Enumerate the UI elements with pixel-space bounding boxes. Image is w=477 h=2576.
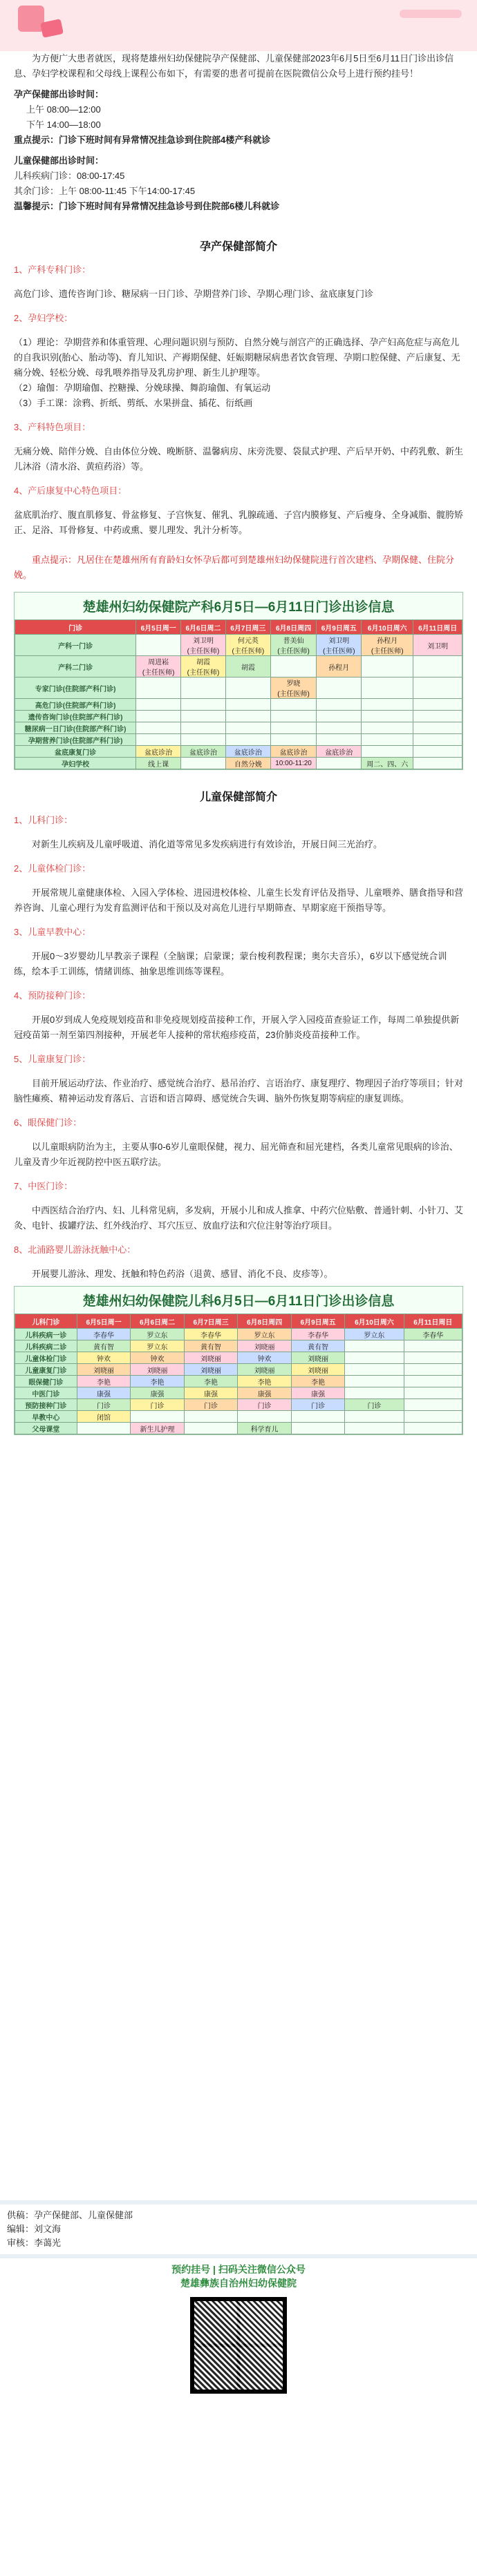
table-cell: [413, 722, 462, 734]
child-item-head: 6、眼保健门诊：: [14, 1117, 82, 1128]
table-cell: [317, 699, 362, 711]
table-cell: 孙程月 (主任医师): [362, 635, 413, 656]
table-cell: [136, 722, 181, 734]
table-cell: [362, 734, 413, 746]
table-cell: 自然分娩: [225, 758, 270, 769]
table-header-cell: 儿科门诊: [15, 1314, 77, 1329]
table-cell: [136, 635, 181, 656]
table-cell: [413, 746, 462, 758]
table-cell: 周进崧 (主任医师): [136, 656, 181, 677]
table-cell: 刘晓丽: [184, 1364, 238, 1376]
table-cell: [181, 711, 226, 722]
table-row: [15, 677, 462, 699]
row-label: 儿童体检门诊: [15, 1352, 77, 1364]
pregnancy-item-head: 2、孕妇学校：: [14, 313, 73, 323]
table-header-cell: 6月8日周四: [238, 1314, 292, 1329]
child-item-head: 5、儿童康复门诊：: [14, 1054, 91, 1064]
table-cell: 黄有智: [184, 1340, 238, 1352]
table-cell: [136, 711, 181, 722]
table-cell: [362, 722, 413, 734]
table-row: [15, 722, 462, 734]
table-cell: 科学育儿: [238, 1423, 292, 1434]
table-cell: [362, 699, 413, 711]
table-cell: [345, 1376, 404, 1387]
table-cell: 李艳: [77, 1376, 131, 1387]
table-cell: 门诊: [238, 1399, 292, 1411]
table-cell: [317, 734, 362, 746]
table-header-cell: 6月6日周二: [181, 620, 226, 635]
pregnancy-item-head: 3、产科特色项目：: [14, 422, 91, 432]
table-cell: 康强: [238, 1387, 292, 1399]
row-label: 孕期营养门诊(住院部产科门诊): [15, 734, 136, 746]
pregnancy-item-body: 高危门诊、遗传咨询门诊、糖尿病一日门诊、孕期营养门诊、孕期心理门诊、盆底康复门诊: [14, 289, 374, 299]
table-cell: [238, 1411, 292, 1423]
table-cell: 罗立东: [345, 1329, 404, 1340]
table-header-cell: 6月11日周日: [404, 1314, 462, 1329]
row-label: 儿科疾病一诊: [15, 1329, 77, 1340]
table-cell: 钟欢: [77, 1352, 131, 1364]
child-item-body: 开展0岁到成人免疫规划疫苗和非免疫规划疫苗接种工作，开展入学入园疫苗查验证工作，每周二单独提供新冠疫苗第一剂至第四剂接种，开展老年人接种的常状疱疹疫苗，23价肺炎疫苗接种工作。: [14, 1015, 460, 1040]
table-cell: [225, 711, 270, 722]
table-cell: [136, 734, 181, 746]
table-row: [15, 1411, 462, 1423]
child-item-head: 3、儿童早教中心：: [14, 927, 91, 937]
table-cell: 盆底诊治: [317, 746, 362, 758]
pregnancy-hours-notice: 重点提示：门诊下班时间有异常情况挂急诊到住院部4楼产科就诊: [14, 135, 271, 145]
table-cell: [404, 1340, 462, 1352]
appointment-link[interactable]: 预约挂号 | 扫码关注微信公众号: [171, 2264, 306, 2275]
table-cell: 康强: [291, 1387, 345, 1399]
footer-line-source: 供稿：孕产保健部、儿童保健部: [7, 2210, 133, 2220]
child-item-body: 开展婴儿游泳、理发、抚触和特色药浴（退黄、感冒、消化不良、皮疹等）。: [32, 1269, 333, 1279]
pregnancy-item-body: （1）理论：孕期营养和体重管理、心理问题识别与预防、自然分娩与剖宫产的正确选择、孕产妇高危症与高危儿的自我识别(胎心、胎动等)、育儿知识、产褥期保健、妊娠期糖尿病患者饮食管理、孕期口腔保健、产后康复、无痛分娩、轻松分娩、母乳喂养指导及乳房护理、新生儿护理等。 （2）瑜伽：孕期瑜伽、控糖操、分娩球操、舞韵瑜伽、有氧运动 （3）手工课：涂鸦、折纸、剪纸、水果拼盘、插花、衍纸画: [14, 337, 460, 408]
table-cell: [184, 1423, 238, 1434]
row-label: 糖尿病一日门诊(住院部产科门诊): [15, 722, 136, 734]
decoration-stamp-icon: [18, 6, 44, 32]
table-cell: 刘卫明: [413, 635, 462, 656]
footer: [0, 2196, 477, 2394]
table-cell: [413, 734, 462, 746]
row-label: 高危门诊(住院部产科门诊): [15, 699, 136, 711]
table-cell: 钟欢: [238, 1352, 292, 1364]
table-cell: 门诊: [184, 1399, 238, 1411]
row-label: 专家门诊(住院部产科门诊): [15, 677, 136, 699]
table-cell: [362, 677, 413, 699]
table-cell: [291, 1411, 345, 1423]
pregnancy-hours-morning: 上午 08:00—12:00: [26, 104, 101, 115]
table-cell: [270, 734, 317, 746]
table-cell: [77, 1423, 131, 1434]
child-schedule-grid: [15, 1314, 462, 1434]
table-cell: [181, 722, 226, 734]
table-cell: 李春华: [404, 1329, 462, 1340]
table-cell: [404, 1387, 462, 1399]
table-row: [15, 635, 462, 656]
intro-paragraph: 为方便广大患者就医，现将楚雄州妇幼保健院孕产保健部、儿童保健部2023年6月5日至6月11日门诊出诊信息、孕妇学校课程和父母线上课程公布如下，有需要的患者可提前在医院微信公众号上进行预约挂号！: [14, 53, 454, 79]
table-cell: 胡霞 (主任医师): [181, 656, 226, 677]
child-section-title: 儿童保健部简介: [199, 791, 277, 803]
table-header-row: [15, 1314, 462, 1329]
child-item-head: 8、北浦路婴儿游泳抚触中心：: [14, 1244, 136, 1255]
table-cell: 盆底诊治: [270, 746, 317, 758]
table-cell: 线上课: [136, 758, 181, 769]
table-cell: [404, 1376, 462, 1387]
row-label: 产科一门诊: [15, 635, 136, 656]
table-cell: [181, 734, 226, 746]
table-cell: [404, 1352, 462, 1364]
table-cell: [345, 1352, 404, 1364]
table-row: [15, 746, 462, 758]
table-row: [15, 1364, 462, 1376]
table-cell: 黄有智: [291, 1340, 345, 1352]
table-cell: [413, 699, 462, 711]
table-cell: [317, 722, 362, 734]
table-row: [15, 1423, 462, 1434]
pregnancy-items: [14, 262, 463, 538]
child-item-body: 对新生儿疾病及儿童呼吸道、消化道等常见多发疾病进行有效诊治，开展日间三光治疗。: [32, 839, 383, 849]
table-cell: 闭馆: [77, 1411, 131, 1423]
table-row: [15, 734, 462, 746]
child-item-head: 2、儿童体检门诊：: [14, 863, 91, 874]
pregnancy-item-head: 4、产后康复中心特色项目：: [14, 486, 127, 496]
table-cell: 李春华: [291, 1329, 345, 1340]
pregnancy-schedule-grid: [15, 619, 462, 769]
child-item-head: 4、预防接种门诊：: [14, 990, 91, 1001]
table-cell: 李艳: [131, 1376, 185, 1387]
table-cell: [181, 758, 226, 769]
table-cell: 康强: [131, 1387, 185, 1399]
table-row: [15, 1387, 462, 1399]
table-cell: 李艳: [238, 1376, 292, 1387]
row-label: 眼保健门诊: [15, 1376, 77, 1387]
table-cell: [362, 746, 413, 758]
table-header-cell: 6月10日周六: [345, 1314, 404, 1329]
table-cell: [136, 677, 181, 699]
table-cell: [345, 1340, 404, 1352]
child-hours-line2: 其余门诊：上午 08:00-11:45 下午14:00-17:45: [14, 186, 196, 196]
table-cell: [404, 1423, 462, 1434]
table-cell: 罗立东: [238, 1329, 292, 1340]
table-cell: 李艳: [184, 1376, 238, 1387]
table-row: [15, 1352, 462, 1364]
child-table-title: 楚雄州妇幼保健院儿科6月5日—6月11日门诊出诊信息: [82, 1294, 395, 1309]
table-cell: [270, 656, 317, 677]
row-label: 盆底康复门诊: [15, 746, 136, 758]
table-cell: [270, 711, 317, 722]
child-hours-line1: 儿科疾病门诊：08:00-17:45: [14, 171, 125, 181]
table-row: [15, 1340, 462, 1352]
table-cell: 普美仙 (主任医师): [270, 635, 317, 656]
row-label: 儿童康复门诊: [15, 1364, 77, 1376]
pregnancy-notice: 重点提示：凡居住在楚雄州所有育龄妇女怀孕后都可到楚雄州妇幼保健院进行首次建档、孕期保健、住院分娩。: [14, 555, 455, 580]
pregnancy-table-title: 楚雄州妇幼保健院产科6月5日—6月11日门诊出诊信息: [82, 600, 395, 615]
child-item-body: 开展常规儿童健康体检、入园入学体检、进园进校体检、儿童生长发育评估及指导、儿童喂养、膳食指导和营养咨询、儿童心理行为发育监测评估和干预以及对高危儿进行早期筛查、早期家庭干预指导等。: [14, 887, 464, 913]
table-header-cell: 6月7日周三: [184, 1314, 238, 1329]
table-cell: 刘晓丽: [77, 1364, 131, 1376]
table-cell: 罗晓 (主任医师): [270, 677, 317, 699]
table-header-cell: 6月8日周四: [270, 620, 317, 635]
table-cell: 李艳: [291, 1376, 345, 1387]
table-row: [15, 1329, 462, 1340]
child-items: [14, 813, 463, 1282]
table-cell: 刘晓丽: [238, 1340, 292, 1352]
table-cell: [317, 758, 362, 769]
table-cell: [413, 677, 462, 699]
table-cell: 康强: [77, 1387, 131, 1399]
table-cell: [413, 758, 462, 769]
table-cell: 刘晓丽: [291, 1364, 345, 1376]
table-cell: [270, 722, 317, 734]
row-label: 父母课堂: [15, 1423, 77, 1434]
table-cell: [181, 677, 226, 699]
table-row: [15, 1376, 462, 1387]
decoration-heart-icon: [40, 19, 64, 38]
row-label: 早教中心: [15, 1411, 77, 1423]
table-cell: [225, 722, 270, 734]
table-cell: 刘晓丽: [131, 1364, 185, 1376]
table-cell: [345, 1387, 404, 1399]
table-cell: 胡霞: [225, 656, 270, 677]
table-cell: 10:00-11:20: [270, 758, 317, 769]
table-header-row: [15, 620, 462, 635]
table-cell: [362, 711, 413, 722]
table-cell: 何元英 (主任医师): [225, 635, 270, 656]
child-item-body: 开展0～3岁婴幼儿早教亲子课程（全脑课；启蒙课；蒙台梭利教程课；奥尔夫音乐），6岁以下感觉统合训练，绘本手工训练，情緒训练、抽象思维训练等课程。: [14, 951, 447, 977]
footer-line-editor: 编辑：刘文海: [7, 2224, 62, 2234]
table-cell: [181, 699, 226, 711]
table-row: [15, 711, 462, 722]
table-cell: 门诊: [345, 1399, 404, 1411]
row-label: 预防接种门诊: [15, 1399, 77, 1411]
child-hours-notice: 温馨提示：门诊下班时间有异常情况挂急诊号到住院部6楼儿科就诊: [14, 201, 280, 211]
pregnancy-item-head: 1、产科专科门诊：: [14, 265, 91, 275]
row-label: 儿科疾病二诊: [15, 1340, 77, 1352]
table-cell: [413, 656, 462, 677]
table-cell: [404, 1411, 462, 1423]
table-cell: [184, 1411, 238, 1423]
hospital-name-link[interactable]: 楚雄彝族自治州妇幼保健院: [180, 2278, 297, 2289]
table-cell: [225, 699, 270, 711]
table-header-cell: 6月7日周三: [225, 620, 270, 635]
qr-code-icon[interactable]: [190, 2297, 287, 2394]
table-cell: 罗立东: [131, 1329, 185, 1340]
table-header-cell: 6月5日周一: [136, 620, 181, 635]
child-item-body: 以儿童眼病防治为主，主要从事0-6岁儿童眼保健，视力、屈光筛查和屈光建档，各类儿童常见眼病的诊治、儿童及青少年近视防控中医五联疗法。: [14, 1142, 458, 1167]
child-item-head: 1、儿科门诊：: [14, 815, 73, 825]
table-cell: 刘晓丽: [238, 1364, 292, 1376]
table-row: [15, 656, 462, 677]
table-cell: 盆底诊治: [225, 746, 270, 758]
table-cell: 钟欢: [131, 1352, 185, 1364]
table-cell: 黄有智: [77, 1340, 131, 1352]
table-cell: 周二、四、六: [362, 758, 413, 769]
table-row: [15, 699, 462, 711]
table-cell: [225, 734, 270, 746]
table-header-cell: 门诊: [15, 620, 136, 635]
child-schedule-table: [14, 1286, 463, 1435]
child-item-head: 7、中医门诊：: [14, 1181, 73, 1191]
table-header-cell: 6月6日周二: [131, 1314, 185, 1329]
table-header-cell: 6月10日周六: [362, 620, 413, 635]
divider: [0, 2254, 477, 2258]
table-cell: 刘晓丽: [184, 1352, 238, 1364]
table-cell: 新生儿护理: [131, 1423, 185, 1434]
divider: [0, 2200, 477, 2204]
table-cell: [291, 1423, 345, 1434]
table-cell: 门诊: [291, 1399, 345, 1411]
row-label: 产科二门诊: [15, 656, 136, 677]
table-cell: 刘晓丽: [291, 1352, 345, 1364]
table-cell: 门诊: [131, 1399, 185, 1411]
table-cell: [131, 1411, 185, 1423]
pregnancy-item-body: 盆底肌治疗、腹直肌修复、骨盆修复、子宫恢复、催乳、乳腺疏通、子宫内膜修复、产后瘦身、全身减脂、髋胯矫正、足浴、耳骨修复、中药或熏、婴儿理发、乳汁分析等。: [14, 510, 464, 535]
table-cell: [362, 656, 413, 677]
table-row: [15, 758, 462, 769]
table-cell: 罗立东: [131, 1340, 185, 1352]
pregnancy-item-body: 无痛分娩、陪伴分娩、自由体位分娩、晚断脐、温馨病房、床旁洗婴、袋鼠式护理、产后早开奶、中药乳敷、新生儿沐浴（清水浴、黄疸药浴）等。: [14, 446, 464, 472]
pregnancy-hours-title: 孕产保健部出诊时间：: [14, 89, 104, 99]
table-cell: 孙程月: [317, 656, 362, 677]
table-cell: [317, 711, 362, 722]
table-cell: 李春华: [184, 1329, 238, 1340]
table-cell: 盆底诊治: [136, 746, 181, 758]
table-cell: 刘卫明 (主任医师): [317, 635, 362, 656]
article-content: [14, 51, 463, 1435]
table-cell: [270, 699, 317, 711]
table-cell: [413, 711, 462, 722]
table-cell: [317, 677, 362, 699]
table-cell: [404, 1364, 462, 1376]
table-cell: 刘卫明 (主任医师): [181, 635, 226, 656]
child-hours-title: 儿童保健部出诊时间：: [14, 155, 104, 166]
table-header-cell: 6月5日周一: [77, 1314, 131, 1329]
footer-line-reviewer: 审核：李蔼光: [7, 2238, 62, 2248]
table-cell: 盆底诊治: [181, 746, 226, 758]
pregnancy-section-title: 孕产保健部简介: [199, 241, 277, 253]
header-banner: [0, 0, 477, 51]
table-header-cell: 6月11日周日: [413, 620, 462, 635]
table-cell: [345, 1411, 404, 1423]
table-cell: 李春华: [77, 1329, 131, 1340]
table-cell: [136, 699, 181, 711]
table-header-cell: 6月9日周五: [291, 1314, 345, 1329]
table-cell: [345, 1423, 404, 1434]
table-cell: 门诊: [77, 1399, 131, 1411]
table-row: [15, 1399, 462, 1411]
table-cell: [404, 1399, 462, 1411]
child-item-body: 中西医结合治疗内、妇、儿科常见病，多发病，开展小儿和成人推拿、中药穴位贴敷、普通针刺、小针刀、艾灸、电针、拔罐疗法、红外线治疗、耳穴压豆、放血疗法和穴位注射等治疗项目。: [14, 1205, 464, 1231]
pregnancy-schedule-table: [14, 592, 463, 770]
table-cell: 康强: [184, 1387, 238, 1399]
table-header-cell: 6月9日周五: [317, 620, 362, 635]
table-cell: [225, 677, 270, 699]
row-label: 遗传咨询门诊(住院部产科门诊): [15, 711, 136, 722]
row-label: 孕妇学校: [15, 758, 136, 769]
row-label: 中医门诊: [15, 1387, 77, 1399]
decoration-tape: [400, 10, 462, 18]
table-cell: [345, 1364, 404, 1376]
pregnancy-hours-afternoon: 下午 14:00—18:00: [26, 119, 101, 130]
child-item-body: 目前开展运动疗法、作业治疗、感觉统合治疗、悬吊治疗、言语治疗、康复理疗、物理因子治疗等项目；针对脑性瘫痪、精神运动发育落后、言语和语言障碍、感觉统合失调、脑外伤恢复期等病症的康复训练。: [14, 1078, 464, 1104]
